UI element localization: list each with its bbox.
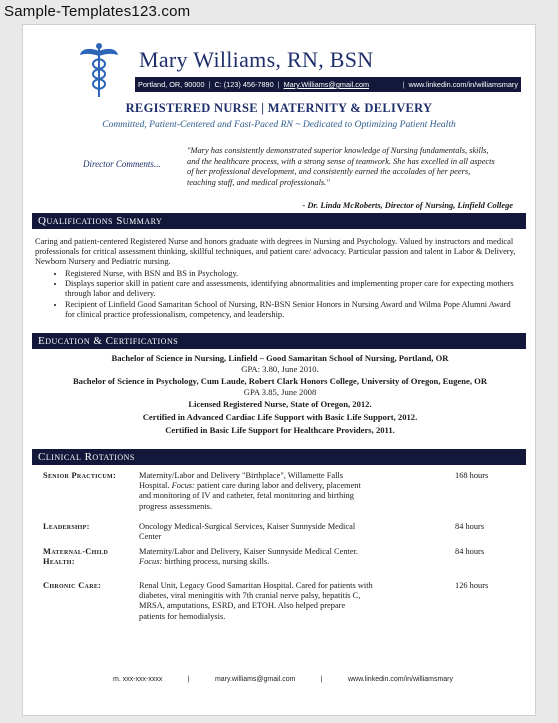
footer-email[interactable]: mary.williams@gmail.com xyxy=(214,676,296,683)
footer-phone: m. xxx-xxx-xxxx xyxy=(113,676,163,683)
contact-separator: | xyxy=(402,80,405,89)
rotation-site: Maternity/Labor and Delivery, Kaiser Sunnyside Medical Center. xyxy=(139,547,359,556)
tagline: Committed, Patient-Centered and Fast-Paced RN ~ Dedicated to Optimizing Patient Health xyxy=(102,119,456,130)
watermark-text: Sample-Templates123.com xyxy=(4,3,191,20)
rotation-label: Leadership: xyxy=(43,522,90,531)
focus-label: Focus: xyxy=(139,557,163,567)
rotation-site: Renal Unit, Legacy Good Samaritan Hospital. Cared for patients with diabetes, viral meningitis with 7th cranial nerve palsy, hepatitis C, MRSA, amputations, ESRD, and ETOH. Also helped prepare patients for hemodialysis. xyxy=(139,581,373,621)
rotation-hours: 84 hours xyxy=(455,522,485,531)
list-item: • Registered Nurse, with BSN and BS in Psychology. xyxy=(65,269,521,279)
contact-phone: C: (123) 456-7890 xyxy=(214,80,274,89)
candidate-name: Mary Williams, RN, BSN xyxy=(139,47,374,72)
gpa-nursing: GPA: 3.80, June 2010. xyxy=(241,363,319,374)
job-title: REGISTERED NURSE | MATERNITY & DELIVERY xyxy=(125,101,433,115)
rotation-site: Maternity/Labor and Delivery "Birthplace", Willamette Falls Hospital. xyxy=(139,471,344,491)
rotation-label: Chronic Care: xyxy=(43,581,102,590)
list-item: • Recipient of Linfield Good Samaritan School of Nursing, RN-BSN Senior Honors in Nursing Award and Wilma Pope Alumni Award for clinical practice professionalism, competency, and leadership. xyxy=(65,300,521,320)
rotation-focus: birthing process, nursing skills. xyxy=(164,557,270,567)
degree-nursing: Bachelor of Science in Nursing, Linfield – Good Samaritan School of Nursing, Portland, OR xyxy=(111,353,449,363)
footer-linkedin[interactable]: www.linkedin.com/in/williamsmary xyxy=(347,676,453,683)
certification-acls: Certified in Advanced Cardiac Life Support with Basic Life Support, 2012. xyxy=(142,411,418,422)
license: Licensed Registered Nurse, State of Oregon, 2012. xyxy=(188,399,372,410)
footer-separator: | xyxy=(320,676,323,683)
rotation-label: Maternal-Child Health: xyxy=(43,547,109,567)
focus-label: Focus: xyxy=(171,481,195,491)
rotation-description xyxy=(139,471,373,512)
resume-page xyxy=(22,24,536,716)
degree-psychology: Bachelor of Science in Psychology, Cum Laude, Robert Clark Honors College, University of Oregon, Eugene, OR xyxy=(72,376,488,387)
qualifications-heading: Qualifications Summary xyxy=(32,213,526,229)
rotation-focus: patient care during labor and delivery, placement and monitoring of IV and catheter, fetal monitoring and birthing progress assessments. xyxy=(139,481,361,511)
education-block xyxy=(35,353,525,435)
rotation-hours: 126 hours xyxy=(455,581,489,590)
rotation-site: Oncology Medical-Surgical Services, Kaiser Sunnyside Medical Center xyxy=(139,522,356,542)
director-quote: "Mary has consistently demonstrated superior knowledge of Nursing fundamentals, skills, and the healthcare process, with a strong sense of teamwork. She has excelled in all aspects of her professional development, and consistently earned the accolades of her peers, teaching staff, and medical professionals." xyxy=(187,146,495,187)
footer-separator: | xyxy=(187,676,190,683)
rotation-description xyxy=(139,522,373,542)
director-comments-label: Director Comments... xyxy=(83,159,161,169)
contact-separator: | xyxy=(208,80,211,89)
contact-location: Portland, OR, 90000 xyxy=(138,80,205,89)
contact-linkedin-link[interactable]: www.linkedin.com/in/williamsmary xyxy=(408,80,518,89)
qualifications-list xyxy=(53,269,521,320)
contact-bar xyxy=(135,77,521,92)
rotation-hours: 84 hours xyxy=(455,547,485,556)
gpa-psychology: GPA 3.85, June 2008 xyxy=(243,386,317,397)
rotations-heading: Clinical Rotations xyxy=(32,449,526,465)
contact-separator: | xyxy=(277,80,280,89)
caduceus-icon xyxy=(79,41,119,99)
list-item: • Displays superior skill in patient care and assessments, identifying abnormalities and implementing proper care for expecting mothers through labor and delivery. xyxy=(65,279,521,299)
rotation-description xyxy=(139,547,373,567)
rotation-hours: 168 hours xyxy=(455,471,489,480)
footer-contact xyxy=(113,676,453,683)
qualifications-summary: Caring and patient-centered Registered Nurse and honors graduate with degrees in Nursing and Psychology. Valued by instructors and medical professionals for critical assessment thinking, skillful techniques, and patient care/ advocacy. Particular passion and talent in Labor & Delivery, Newborn Nursery and Pediatric nursing. xyxy=(35,237,516,267)
quote-attribution: - Dr. Linda McRoberts, Director of Nursing, Linfield College xyxy=(302,201,513,210)
certification-bls: Certified in Basic Life Support for Healthcare Providers, 2011. xyxy=(165,424,395,435)
rotation-label: Senior Practicum: xyxy=(43,471,117,480)
education-heading: Education & Certifications xyxy=(32,333,526,349)
rotation-description xyxy=(139,581,373,622)
contact-email-link[interactable]: Mary.Williams@gmail.com xyxy=(283,80,370,89)
